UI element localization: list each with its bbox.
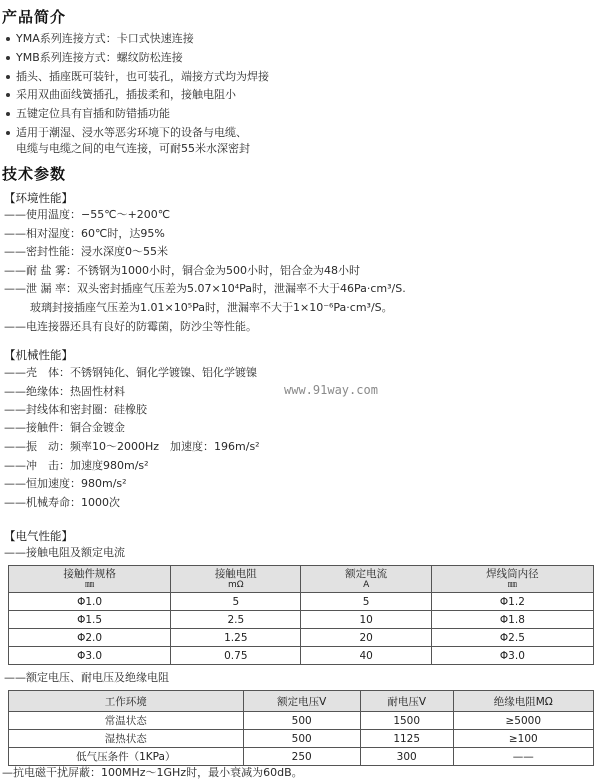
table-row — [9, 593, 594, 611]
table2-caption: ——额定电压、耐电压及绝缘电阻 — [4, 671, 169, 684]
table-row — [9, 611, 594, 629]
section-title-intro: 产品简介 — [2, 8, 67, 26]
table-row — [9, 712, 594, 730]
intro-bullet: 插头、插座既可装针，也可装孔，端接方式均为焊接 — [16, 70, 269, 83]
table-cell: 500 — [243, 712, 360, 730]
table-header-cell: 额定电流 A — [301, 566, 431, 593]
table-cell: Φ3.0 — [9, 647, 171, 665]
param-line: ——泄 漏 率：双头密封插座气压差为5.07×10⁴Pa时，泄漏率不大于46Pa·cm³/S. — [4, 282, 406, 295]
bullet-dot-icon — [6, 131, 10, 135]
env-header: 【环境性能】 — [4, 191, 73, 205]
intro-bullet: YMA系列连接方式：卡口式快速连接 — [16, 32, 194, 45]
table-cell: 5 — [171, 593, 301, 611]
intro-bullet: 适用于潮湿、浸水等恶劣环境下的设备与电缆、 — [16, 126, 247, 139]
table-header-cell: 工作环境 — [9, 691, 244, 712]
table-header-cell: 接触电阻 mΩ — [171, 566, 301, 593]
table-cell: 湿热状态 — [9, 730, 244, 748]
table-row — [9, 629, 594, 647]
contact-resistance-table — [8, 565, 594, 665]
table-cell: Φ1.0 — [9, 593, 171, 611]
param-line: ——电连接器还具有良好的防霉菌，防沙尘等性能。 — [4, 320, 257, 333]
table-cell: Φ1.8 — [431, 611, 593, 629]
table-cell: 1.25 — [171, 629, 301, 647]
intro-bullet: 采用双曲面线簧插孔，插拔柔和，接触电阻小 — [16, 88, 236, 101]
intro-bullet-continuation: 电缆与电缆之间的电气连接，可耐55米水深密封 — [16, 142, 250, 155]
table-cell: 5 — [301, 593, 431, 611]
table-cell: 常温状态 — [9, 712, 244, 730]
bullet-dot-icon — [6, 56, 10, 60]
table-cell: 10 — [301, 611, 431, 629]
bullet-dot-icon — [6, 37, 10, 41]
emi-shielding-note: —抗电磁干扰屏蔽：100MHz～1GHz时，最小衰减为60dB。 — [2, 766, 303, 779]
table-cell: 2.5 — [171, 611, 301, 629]
table-row — [9, 647, 594, 665]
table-cell: 40 — [301, 647, 431, 665]
table-cell: 250 — [243, 748, 360, 766]
table-cell: 20 — [301, 629, 431, 647]
voltage-insulation-table — [8, 690, 594, 766]
param-line: ——绝缘体：热固性材料 — [4, 385, 125, 398]
param-line: ——使用温度：−55℃～+200℃ — [4, 208, 171, 221]
table-header-cell: 绝缘电阻MΩ — [453, 691, 593, 712]
table-cell: 300 — [360, 748, 453, 766]
watermark: www.91way.com — [284, 383, 378, 397]
table-cell: Φ1.5 — [9, 611, 171, 629]
mech-header: 【机械性能】 — [4, 348, 73, 362]
bullet-dot-icon — [6, 93, 10, 97]
section-title-tech: 技术参数 — [2, 165, 67, 183]
table-cell: 500 — [243, 730, 360, 748]
param-line: ——机械寿命：1000次 — [4, 496, 120, 509]
table-header-row — [9, 691, 594, 712]
param-line: ——振 动：频率10～2000Hz 加速度：196m/s² — [4, 440, 260, 453]
bullet-dot-icon — [6, 112, 10, 116]
param-line: ——封线体和密封圈：硅橡胶 — [4, 403, 147, 416]
intro-bullet: YMB系列连接方式：螺纹防松连接 — [16, 51, 183, 64]
param-line: ——恒加速度：980m/s² — [4, 477, 127, 490]
table-row — [9, 730, 594, 748]
table-cell: 0.75 — [171, 647, 301, 665]
table-cell: Φ2.5 — [431, 629, 593, 647]
table-row — [9, 748, 594, 766]
intro-bullet: 五键定位具有盲插和防错插功能 — [16, 107, 170, 120]
param-line: ——相对湿度：60℃时，达95% — [4, 227, 165, 240]
elec-header: 【电气性能】 — [4, 529, 73, 543]
table-header-cell: 焊线筒内径 ㎜ — [431, 566, 593, 593]
table-cell: 1500 — [360, 712, 453, 730]
table-header-row — [9, 566, 594, 593]
param-line: ——冲 击：加速度980m/s² — [4, 459, 149, 472]
table-cell: 低气压条件（1KPa） — [9, 748, 244, 766]
param-line: ——密封性能：浸水深度0～55米 — [4, 245, 168, 258]
param-line: ——壳 体：不锈钢钝化、铜化学镀镍、铝化学镀镍 — [4, 366, 257, 379]
table-cell: ≥5000 — [453, 712, 593, 730]
table-header-cell: 额定电压V — [243, 691, 360, 712]
param-line: ——耐 盐 雾：不锈钢为1000小时，铜合金为500小时，铝合金为48小时 — [4, 264, 360, 277]
table-cell: Φ1.2 — [431, 593, 593, 611]
table1-caption: ——接触电阻及额定电流 — [4, 546, 125, 559]
table-cell: 1125 — [360, 730, 453, 748]
table-cell: ≥100 — [453, 730, 593, 748]
table-cell: —— — [453, 748, 593, 766]
table-cell: Φ3.0 — [431, 647, 593, 665]
table-cell: Φ2.0 — [9, 629, 171, 647]
table-header-cell: 耐电压V — [360, 691, 453, 712]
table-header-cell: 接触件规格 ㎜ — [9, 566, 171, 593]
bullet-dot-icon — [6, 75, 10, 79]
param-line: 玻璃封接插座气压差为1.01×10⁵Pa时，泄漏率不大于1×10⁻⁶Pa·cm³/S。 — [30, 301, 393, 314]
param-line: ——接触件：铜合金镀金 — [4, 421, 125, 434]
